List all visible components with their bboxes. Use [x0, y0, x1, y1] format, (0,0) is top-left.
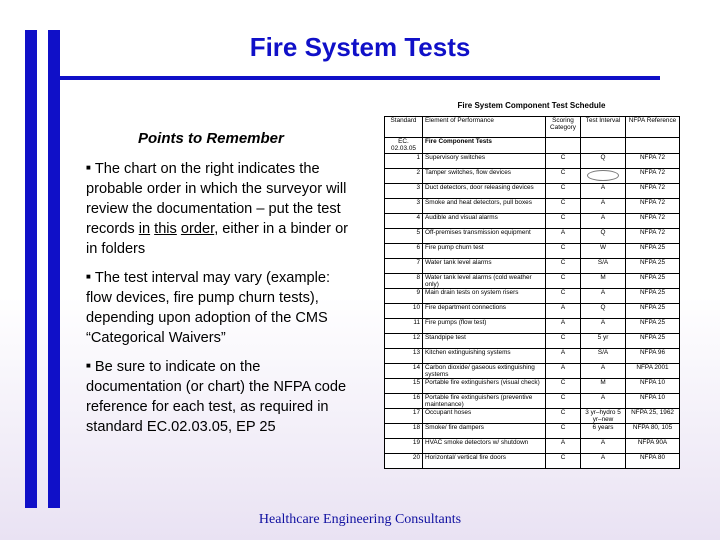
standard-code: EC. 02.03.05 [385, 138, 423, 154]
row-nfpa-reference: NFPA 10 [626, 379, 680, 394]
bullet-1-text-b: , either in a binder or in folders [86, 221, 349, 257]
table-row [385, 304, 680, 319]
row-nfpa-reference: NFPA 25, 1962 [626, 409, 680, 424]
standard-row [385, 138, 680, 154]
table-row [385, 409, 680, 424]
header-scoring-category: Scoring Category [546, 117, 581, 138]
row-scoring-category: C [546, 409, 581, 424]
table-row [385, 334, 680, 349]
row-nfpa-reference: NFPA 80, 105 [626, 424, 680, 439]
row-scoring-category: A [546, 304, 581, 319]
row-scoring-category: A [546, 439, 581, 454]
row-scoring-category: C [546, 154, 581, 169]
table-row [385, 229, 680, 244]
row-number: 11 [385, 319, 423, 334]
row-nfpa-reference: NFPA 72 [626, 199, 680, 214]
row-nfpa-reference: NFPA 90A [626, 439, 680, 454]
row-element: Duct detectors, door releasing devices [423, 184, 546, 199]
table-row [385, 454, 680, 469]
table-row [385, 274, 680, 289]
bullet-item-3 [86, 356, 356, 437]
row-number: 8 [385, 274, 423, 289]
row-element: Smoke/ fire dampers [423, 424, 546, 439]
row-number: 9 [385, 289, 423, 304]
row-test-interval: A [581, 214, 626, 229]
row-nfpa-reference: NFPA 80 [626, 454, 680, 469]
row-number: 19 [385, 439, 423, 454]
table-row [385, 244, 680, 259]
row-nfpa-reference: NFPA 72 [626, 169, 680, 184]
standard-label: Fire Component Tests [423, 138, 546, 154]
row-scoring-category: C [546, 199, 581, 214]
row-test-interval: A [581, 199, 626, 214]
left-accent-bar-outer [25, 30, 37, 508]
points-heading: Points to Remember [138, 130, 284, 147]
row-test-interval: A [581, 454, 626, 469]
bullet-1-text-a: The chart on the right indicates the probable order in which the surveyor will review the documentation – put the test records [86, 161, 347, 237]
title-divider [60, 76, 660, 80]
schedule-title: Fire System Component Test Schedule [457, 101, 606, 110]
row-scoring-category: C [546, 214, 581, 229]
bullet-3-text: Be sure to indicate on the documentation (or chart) the NFPA code reference for each test, as required in standard EC.02.03.05, EP 25 [86, 359, 347, 435]
table-row [385, 439, 680, 454]
bullet-1-word-in: in [138, 221, 151, 237]
row-test-interval: 3 yr–hydro 5 yr–new [581, 409, 626, 424]
row-test-interval: Q [581, 229, 626, 244]
row-nfpa-reference: NFPA 72 [626, 229, 680, 244]
table-row [385, 349, 680, 364]
row-scoring-category: A [546, 364, 581, 379]
row-number: 2 [385, 169, 423, 184]
row-element: Carbon dioxide/ gaseous extinguishing systems [423, 364, 546, 379]
row-number: 7 [385, 259, 423, 274]
table-header-row [385, 117, 680, 138]
bullet-2-text: The test interval may vary (example: flow devices, fire pump churn tests), depending upon adoption of the CMS “Categorical Waivers” [86, 270, 331, 346]
row-scoring-category: C [546, 454, 581, 469]
row-test-interval: A [581, 319, 626, 334]
row-element: Occupant hoses [423, 409, 546, 424]
row-number: 17 [385, 409, 423, 424]
footer-company: Healthcare Engineering Consultants [258, 512, 462, 527]
row-element: Tamper switches, flow devices [423, 169, 546, 184]
row-scoring-category: C [546, 184, 581, 199]
row-nfpa-reference: NFPA 25 [626, 244, 680, 259]
row-scoring-category: A [546, 349, 581, 364]
row-test-interval [581, 169, 626, 184]
row-nfpa-reference: NFPA 10 [626, 394, 680, 409]
row-scoring-category: C [546, 259, 581, 274]
row-scoring-category: C [546, 379, 581, 394]
row-number: 10 [385, 304, 423, 319]
row-scoring-category: C [546, 289, 581, 304]
row-element: Kitchen extinguishing systems [423, 349, 546, 364]
bullet-list [86, 158, 356, 445]
row-scoring-category: C [546, 169, 581, 184]
row-test-interval: W [581, 244, 626, 259]
row-nfpa-reference: NFPA 72 [626, 184, 680, 199]
row-test-interval: Q [581, 154, 626, 169]
row-number: 1 [385, 154, 423, 169]
row-test-interval: A [581, 184, 626, 199]
row-test-interval: M [581, 379, 626, 394]
header-test-interval: Test Interval [581, 117, 626, 138]
row-scoring-category: C [546, 274, 581, 289]
row-element: Fire pump churn test [423, 244, 546, 259]
row-nfpa-reference: NFPA 72 [626, 214, 680, 229]
empty-cell [626, 138, 680, 154]
row-element: Horizontal/ vertical fire doors [423, 454, 546, 469]
row-nfpa-reference: NFPA 25 [626, 319, 680, 334]
row-element: Portable fire extinguishers (visual check) [423, 379, 546, 394]
row-nfpa-reference: NFPA 25 [626, 304, 680, 319]
bullet-square-icon: ■ [86, 163, 91, 172]
empty-cell [581, 138, 626, 154]
row-element: Smoke and heat detectors, pull boxes [423, 199, 546, 214]
header-nfpa-reference: NFPA Reference [626, 117, 680, 138]
highlight-oval-icon [587, 170, 619, 181]
row-number: 3 [385, 184, 423, 199]
row-element: Portable fire extinguishers (preventive maintenance) [423, 394, 546, 409]
row-scoring-category: A [546, 229, 581, 244]
row-test-interval: 5 yr [581, 334, 626, 349]
row-number: 18 [385, 424, 423, 439]
header-element: Element of Performance [423, 117, 546, 138]
row-scoring-category: C [546, 394, 581, 409]
row-element: Off-premises transmission equipment [423, 229, 546, 244]
row-nfpa-reference: NFPA 72 [626, 154, 680, 169]
row-scoring-category: C [546, 424, 581, 439]
row-nfpa-reference: NFPA 25 [626, 334, 680, 349]
row-element: Water tank level alarms [423, 259, 546, 274]
row-test-interval: A [581, 439, 626, 454]
left-accent-bar-inner [48, 30, 60, 508]
table-row [385, 184, 680, 199]
row-scoring-category: A [546, 319, 581, 334]
header-standard: Standard [385, 117, 423, 138]
row-number: 14 [385, 364, 423, 379]
table-row [385, 154, 680, 169]
row-element: Supervisory switches [423, 154, 546, 169]
row-number: 5 [385, 229, 423, 244]
row-nfpa-reference: NFPA 96 [626, 349, 680, 364]
page-title: Fire System Tests [249, 32, 471, 62]
row-number: 6 [385, 244, 423, 259]
bullet-square-icon: ■ [86, 361, 91, 370]
table-row [385, 214, 680, 229]
bullet-square-icon: ■ [86, 272, 91, 281]
row-number: 3 [385, 199, 423, 214]
row-scoring-category: C [546, 244, 581, 259]
table-row [385, 199, 680, 214]
row-test-interval: A [581, 364, 626, 379]
row-nfpa-reference: NFPA 25 [626, 259, 680, 274]
row-nfpa-reference: NFPA 2001 [626, 364, 680, 379]
row-test-interval: Q [581, 304, 626, 319]
row-test-interval: M [581, 274, 626, 289]
row-element: Standpipe test [423, 334, 546, 349]
row-test-interval: 6 years [581, 424, 626, 439]
table-row [385, 424, 680, 439]
row-nfpa-reference: NFPA 25 [626, 289, 680, 304]
row-element: Water tank level alarms (cold weather only) [423, 274, 546, 289]
table-row [385, 259, 680, 274]
table-row [385, 169, 680, 184]
row-element: Fire pumps (flow test) [423, 319, 546, 334]
row-test-interval: S/A [581, 349, 626, 364]
row-test-interval: A [581, 394, 626, 409]
row-element: Main drain tests on system risers [423, 289, 546, 304]
table-row [385, 394, 680, 409]
bullet-item-1 [86, 158, 356, 259]
row-element: Audible and visual alarms [423, 214, 546, 229]
row-number: 13 [385, 349, 423, 364]
row-nfpa-reference: NFPA 25 [626, 274, 680, 289]
row-test-interval: S/A [581, 259, 626, 274]
table-row [385, 379, 680, 394]
bullet-1-word-this: this [154, 221, 177, 237]
row-number: 15 [385, 379, 423, 394]
row-number: 20 [385, 454, 423, 469]
table-row [385, 289, 680, 304]
bullet-1-word-order: order [180, 221, 215, 237]
row-element: Fire department connections [423, 304, 546, 319]
row-number: 4 [385, 214, 423, 229]
bullet-item-2 [86, 267, 356, 348]
row-number: 16 [385, 394, 423, 409]
row-scoring-category: C [546, 334, 581, 349]
empty-cell [546, 138, 581, 154]
row-test-interval: A [581, 289, 626, 304]
test-schedule-table [384, 116, 680, 469]
row-element: HVAC smoke detectors w/ shutdown [423, 439, 546, 454]
table-row [385, 364, 680, 379]
row-number: 12 [385, 334, 423, 349]
table-row [385, 319, 680, 334]
